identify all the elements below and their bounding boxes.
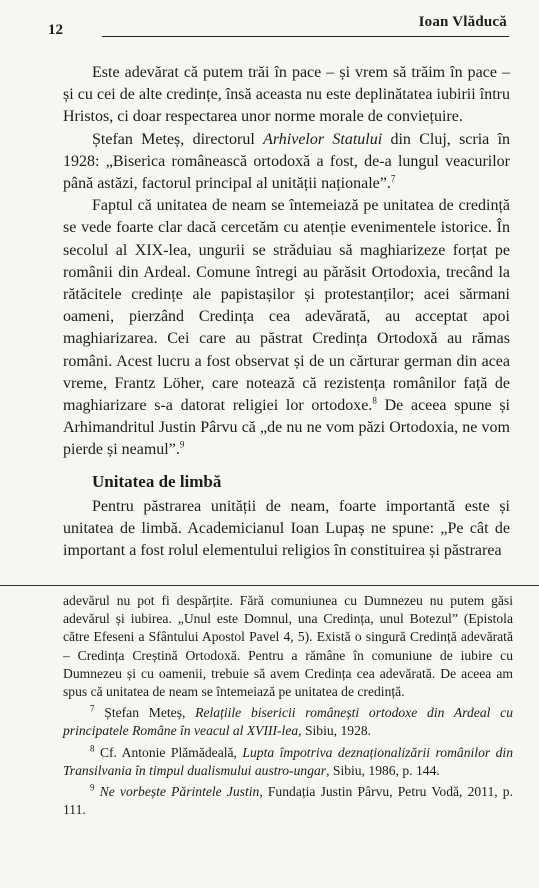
paragraph-1: Este adevărat că putem trăi în pace – și vrem să trăim în pace – și cu cei de alte credințe, însă aceasta nu este deplinătatea iubirii întru Hristos, ci doar respectarea unor norme morale de conviețuire.	[63, 64, 510, 126]
paragraph-2-italic: Arhivelor Statului	[263, 130, 383, 148]
footnotes	[63, 592, 513, 819]
paragraph-2-text-a: Ștefan Meteș, directorul	[92, 130, 264, 148]
footnote-8-title: Lupta împotriva deznaționalizării românilor din Transilvania în timpul dualismului austro-ungar	[63, 744, 513, 778]
paragraph-3-text-a: Faptul că unitatea de neam se întemeiază pe unitatea de credință se vede foarte clar dacă cercetăm cu atenție evenimentele istorice. În secolul al XIX-lea, ungurii se străduiau să maghiarizeze forțat pe românii din Ardeal. Comune întregi au părăsit Ortodoxia, trecând la rătăcitele credințe ale papistașilor și protestanților; acei sărmani oameni, pierzând Credința cea adevărată, au acceptat apoi maghiarizarea. Cei care au păstrat Credința Ortodoxă au rămas români. Acest lucru a fost observat și de un cărturar german din acea vreme, Frantz Löher, care notează că rezistența românilor față de maghiarizare s-a datorat religiei lor ortodoxe.	[63, 197, 510, 415]
footnote-7-title: Relațiile bisericii românești ortodoxe din Ardeal cu principatele Române în veacul al XVIII-lea	[63, 705, 513, 739]
paragraph-2-text-b: din Cluj, scria în 1928: „Biserica românească ortodoxă a fost, de-a lungul veacurilor până astăzi, factorul principal al unității naționale”.	[63, 130, 511, 193]
footnote-ref-9: 9	[179, 440, 185, 451]
paragraph-2	[63, 129, 510, 196]
footnote-separator	[0, 585, 539, 586]
footnote-8	[63, 744, 513, 780]
paragraph-3-text-b: De aceea spune și Arhimandritul Justin Pârvu că „de nu ne vom păzi Ortodoxia, ne vom pierde și neamul”.	[63, 397, 510, 459]
footnote-7-text-a: Ștefan Meteș,	[94, 705, 196, 721]
running-head-author: Ioan Vlăducă	[418, 14, 507, 30]
footnote-8-text-a: Cf. Antonie Plămădeală,	[94, 744, 243, 760]
header-rule	[102, 36, 509, 37]
footnote-ref-7: 7	[390, 173, 396, 184]
paragraph-3	[63, 195, 510, 461]
page-number: 12	[48, 22, 63, 38]
paragraph-4: Pentru păstrarea unității de neam, foarte importantă este și unitatea de limbă. Academicianul Ioan Lupaș ne spune: „Pe cât de important a fost rolul elementului religios în constituirea și păstrarea	[63, 497, 510, 560]
footnote-7-number: 7	[90, 703, 95, 714]
footnote-9-title: Ne vorbește Părintele Justin	[99, 784, 260, 800]
footnote-7	[63, 704, 513, 740]
main-text	[63, 62, 510, 562]
footnote-continuation: adevărul nu pot fi despărțite. Fără comuniunea cu Dumnezeu nu putem găsi adevărul și iubirea. „Unul este Domnul, una Credința, unul Botezul” (Epistola către Efeseni a Sfântului Apostol Pavel 4, 5). Există o singură Credință adevărată – Credința Creștină Ortodoxă. Pentru a rămâne în comuniune de iubire cu Dumnezeu și cu oamenii, trebuie să avem Credința cea adevărată. De aceea am spus că unitatea de neam se întemeiază pe unitatea de credință.	[63, 593, 513, 700]
footnote-9-text-b: , Fundația Justin Pârvu, Petru Vodă, 2011, p. 111.	[63, 784, 514, 818]
footnote-8-number: 8	[90, 743, 95, 754]
footnote-8-text-b: , Sibiu, 1986, p. 144.	[326, 762, 440, 778]
section-heading: Unitatea de limbă	[92, 471, 222, 491]
footnote-9-number: 9	[90, 782, 95, 793]
footnote-ref-8: 8	[372, 395, 377, 406]
footnote-7-text-b: , Sibiu, 1928.	[298, 723, 372, 739]
footnote-9	[63, 783, 513, 819]
